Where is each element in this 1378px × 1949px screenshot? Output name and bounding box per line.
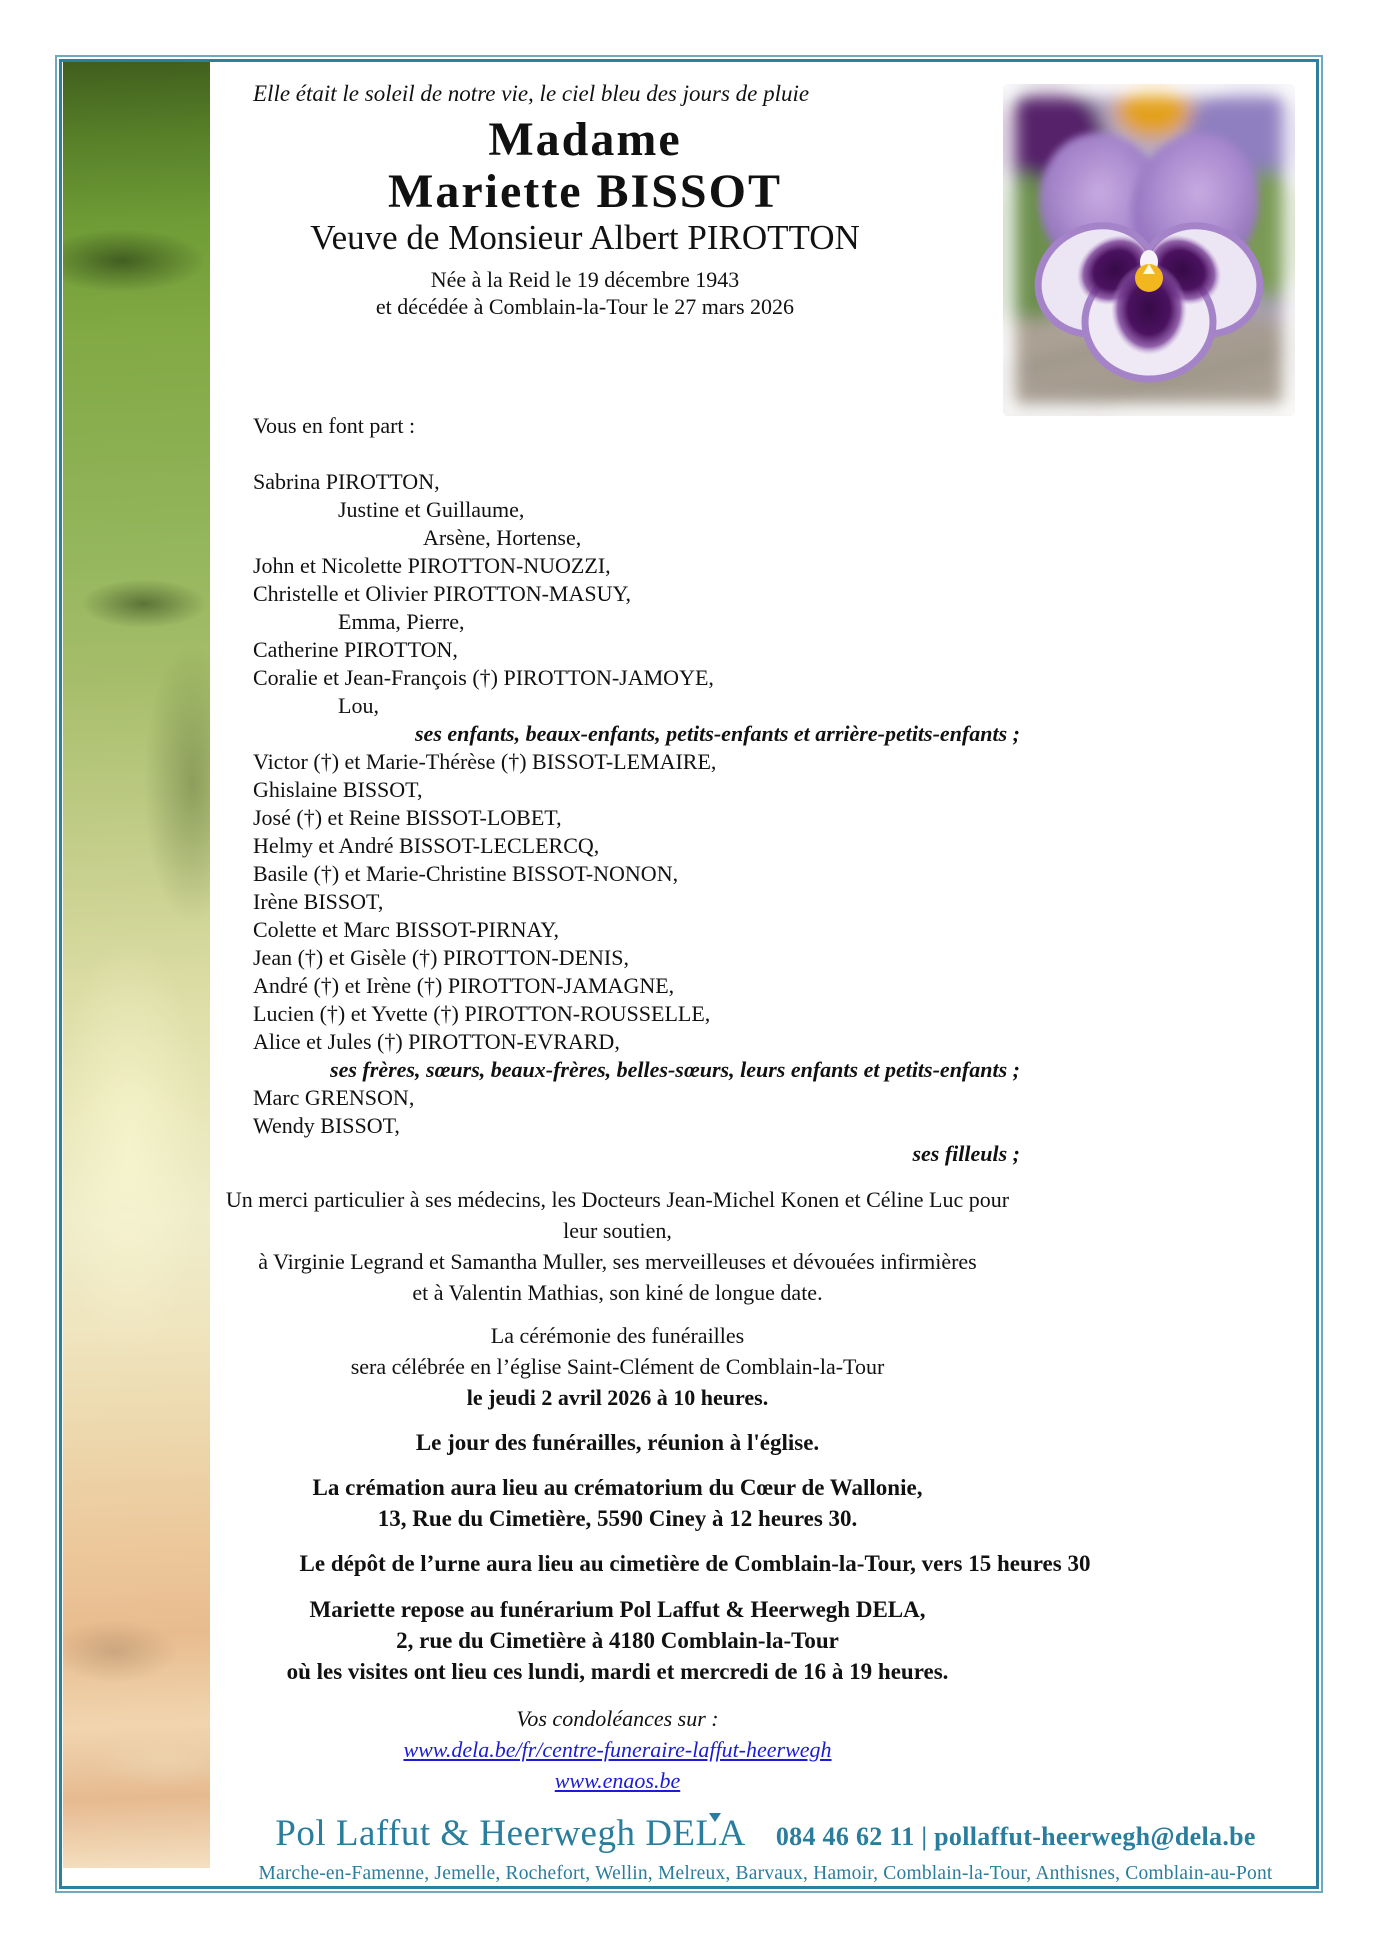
family-name-line: Justine et Guillaume, <box>338 497 525 522</box>
family-name-line: Catherine PIROTTON, <box>253 637 458 662</box>
ceremony-line: La cérémonie des funérailles <box>490 1323 745 1348</box>
birth-line: Née à la Reid le 19 décembre 1943 <box>430 267 740 292</box>
family-name-line: Jean (†) et Gisèle (†) PIROTTON-DENIS, <box>253 945 629 970</box>
forest-path-photo <box>63 62 210 1868</box>
family-name-line: Basile (†) et Marie-Christine BISSOT-NONON, <box>253 861 679 886</box>
family-name-line: Colette et Marc BISSOT-PIRNAY, <box>253 917 559 942</box>
caption-godchildren: ses filleuls ; <box>912 1141 1020 1166</box>
family-name-line: Wendy BISSOT, <box>253 1113 400 1138</box>
title-madame: Madame <box>488 113 682 166</box>
widow-line: Veuve de Monsieur Albert PIROTTON <box>310 218 860 257</box>
pansy-illustration <box>1003 84 1295 416</box>
deceased-name: Mariette BISSOT <box>388 165 782 218</box>
caption-siblings: ses frères, sœurs, beaux-frères, belles-sœurs, leurs enfants et petits-enfants ; <box>330 1057 1020 1082</box>
thanks-paragraph <box>215 1184 1020 1308</box>
announcement-intro: Vous en font part : <box>253 413 416 438</box>
pansy-photo <box>1003 84 1295 416</box>
condolences-link-enaos[interactable]: www.enaos.be <box>554 1768 681 1793</box>
condolences-link-dela[interactable]: www.dela.be/fr/centre-funeraire-laffut-heerwegh <box>403 1737 832 1762</box>
funeral-home-name: Pol Laffut & Heerwegh DELA <box>275 1813 746 1854</box>
family-name-line: Victor (†) et Marie-Thérèse (†) BISSOT-LEMAIRE, <box>253 749 717 774</box>
repose-line: 2, rue du Cimetière à 4180 Comblain-la-Tour <box>396 1628 839 1653</box>
reunion-notice: Le jour des funérailles, réunion à l'église. <box>415 1430 820 1455</box>
ceremony-date-line: le jeudi 2 avril 2026 à 10 heures. <box>466 1385 769 1410</box>
footer-brand-line <box>215 1812 1316 1855</box>
family-name-line: Emma, Pierre, <box>338 609 465 634</box>
birth-death-dates <box>215 266 955 320</box>
thanks-line: et à Valentin Mathias, son kiné de longue date. <box>412 1280 823 1305</box>
family-group-children <box>215 468 1020 720</box>
main-text-column <box>215 62 1091 1796</box>
funeral-home-footer <box>215 1812 1316 1885</box>
repose-line: Mariette repose au funérarium Pol Laffut & Heerwegh DELA, <box>309 1597 926 1622</box>
header-block <box>215 114 955 320</box>
family-name-line: Arsène, Hortense, <box>423 525 582 550</box>
thanks-line: à Virginie Legrand et Samantha Muller, ses merveilleuses et dévouées infirmières <box>258 1249 977 1274</box>
family-group-godchildren <box>215 1084 1020 1140</box>
cremation-paragraph <box>215 1472 1020 1534</box>
funeral-ceremony-paragraph <box>215 1320 1020 1413</box>
family-name-line: Irène BISSOT, <box>253 889 384 914</box>
footer-contact: 084 46 62 11 | pollaffut-heerwegh@dela.be <box>775 1822 1256 1851</box>
family-name-line: José (†) et Reine BISSOT-LOBET, <box>253 805 562 830</box>
epitaph: Elle était le soleil de notre vie, le ciel bleu des jours de pluie <box>253 81 810 106</box>
family-name-line: Christelle et Olivier PIROTTON-MASUY, <box>253 581 632 606</box>
family-name-line: Lucien (†) et Yvette (†) PIROTTON-ROUSSELLE, <box>253 1001 711 1026</box>
urn-deposit-notice: Le dépôt de l’urne aura lieu au cimetière de Comblain-la-Tour, vers 15 heures 30 <box>299 1551 1091 1576</box>
condolences-block <box>215 1703 1020 1796</box>
death-line: et décédée à Comblain-la-Tour le 27 mars 2026 <box>375 294 795 319</box>
family-name-line: Helmy et André BISSOT-LECLERCQ, <box>253 833 600 858</box>
family-name-line: Alice et Jules (†) PIROTTON-EVRARD, <box>253 1029 620 1054</box>
family-name-line: André (†) et Irène (†) PIROTTON-JAMAGNE, <box>253 973 675 998</box>
ceremony-line: sera célébrée en l’église Saint-Clément de Comblain-la-Tour <box>350 1354 885 1379</box>
family-name-line: Sabrina PIROTTON, <box>253 469 440 494</box>
family-group-siblings <box>215 748 1020 1056</box>
repose-line: où les visites ont lieu ces lundi, mardi et mercredi de 16 à 19 heures. <box>286 1659 949 1684</box>
family-name-line: Coralie et Jean-François (†) PIROTTON-JAMOYE, <box>253 665 714 690</box>
funeral-home-logo <box>275 1813 746 1854</box>
family-name-line: John et Nicolette PIROTTON-NUOZZI, <box>253 553 611 578</box>
family-name-line: Lou, <box>338 693 379 718</box>
family-name-line: Marc GRENSON, <box>253 1085 415 1110</box>
thanks-line: Un merci particulier à ses médecins, les Docteurs Jean-Michel Konen et Céline Luc pour leur soutien, <box>225 1187 1010 1243</box>
condolences-label: Vos condoléances sur : <box>516 1706 719 1731</box>
caption-children: ses enfants, beaux-enfants, petits-enfants et arrière-petits-enfants ; <box>415 721 1020 746</box>
family-name-line: Ghislaine BISSOT, <box>253 777 423 802</box>
repose-paragraph <box>215 1594 1020 1687</box>
cremation-line: 13, Rue du Cimetière, 5590 Ciney à 12 heures 30. <box>377 1506 858 1531</box>
dela-logo-triangle-icon <box>709 1813 721 1822</box>
footer-locations: Marche-en-Famenne, Jemelle, Rochefort, Wellin, Melreux, Barvaux, Hamoir, Comblain-la-Tour, Anthisnes, Comblain-au-Pont <box>258 1863 1273 1884</box>
cremation-line: La crémation aura lieu au crématorium du Cœur de Wallonie, <box>312 1475 923 1500</box>
